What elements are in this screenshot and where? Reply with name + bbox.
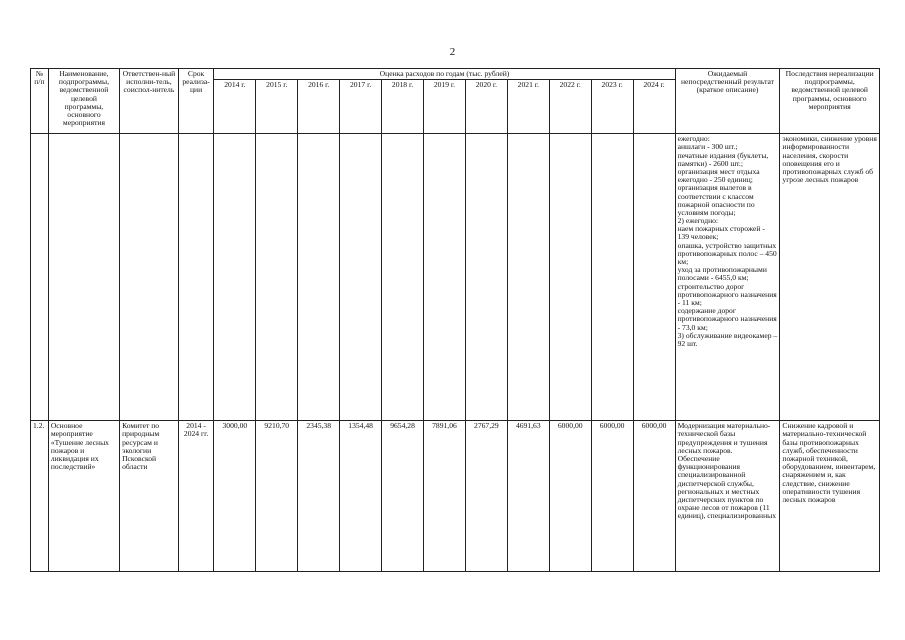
year-header: 2019 г. bbox=[424, 80, 466, 134]
header-num: № п/п bbox=[31, 69, 49, 134]
cell-empty bbox=[31, 134, 49, 421]
table-row-continuation bbox=[31, 134, 880, 421]
header-consequences: Последствия нереализации подпрограммы, ведомственной целевой программы, основного мероприятия bbox=[780, 69, 880, 134]
year-header: 2020 г. bbox=[465, 80, 507, 134]
cell-value-2022: 6000,00 bbox=[549, 421, 591, 572]
cell-value-2023: 6000,00 bbox=[591, 421, 633, 572]
cell-empty bbox=[465, 134, 507, 421]
year-header: 2022 г. bbox=[549, 80, 591, 134]
cell-value-2016: 2345,38 bbox=[298, 421, 340, 572]
cell-consequences: Снижение кадровой и материально-технической базы противопожарных служб, обеспеченности пожарной техникой, оборудованием, инвентарем, снаряжением и, как следствие, снижение оперативности тушения лесных пожаров bbox=[780, 421, 880, 572]
expenditure-table bbox=[30, 68, 880, 572]
cell-expected-result: ежегодно: аншлаги - 300 шт.; печатные издания (буклеты, памятки) - 2600 шт.; организация мест отдыха ежегодно - 250 единиц; организация вылетов в соответствии с классом пожарной опасности по условиям погоды; 2) ежегодно: наем пожарных сторожей - 139 человек; опашка, устройство защитных противопожарных полос – 450 км; уход за противопожарными полосами - 6455,0 км; строительство дорог противопожарного назначения - 11 км; содержание дорог противопожарного назначения - 73,0 км; 3) обслуживание видеокамер – 92 шт. bbox=[675, 134, 780, 421]
cell-empty bbox=[298, 134, 340, 421]
cell-value-2014: 3000,00 bbox=[214, 421, 256, 572]
cell-value-2020: 2767,29 bbox=[465, 421, 507, 572]
year-header: 2024 г. bbox=[633, 80, 675, 134]
cell-value-2024: 6000,00 bbox=[633, 421, 675, 572]
cell-value-2017: 1354,48 bbox=[340, 421, 382, 572]
cell-empty bbox=[549, 134, 591, 421]
cell-value-2018: 9654,28 bbox=[382, 421, 424, 572]
header-costs: Оценка расходов по годам (тыс. рублей) bbox=[214, 69, 675, 80]
cell-empty bbox=[214, 134, 256, 421]
cell-period: 2014 - 2024 гг. bbox=[178, 421, 214, 572]
cell-empty bbox=[382, 134, 424, 421]
cell-empty bbox=[633, 134, 675, 421]
cell-consequences: экономики, снижение уровня информированности населения, скорости оповещения его и противопожарных служб об угрозе лесных пожаров bbox=[780, 134, 880, 421]
cell-expected-result: Модернизация материально-технической базы предупреждения и тушения лесных пожаров. Обеспечение функционирования специализированной диспетчерской службы, региональных и местных диспетчерских пунктов по охране лесов от пожаров (11 единиц), специализированных bbox=[675, 421, 780, 572]
year-header: 2017 г. bbox=[340, 80, 382, 134]
year-header: 2015 г. bbox=[256, 80, 298, 134]
cell-empty bbox=[424, 134, 466, 421]
year-header: 2016 г. bbox=[298, 80, 340, 134]
cell-empty bbox=[48, 134, 119, 421]
year-header: 2014 г. bbox=[214, 80, 256, 134]
header-name: Наименование, подпрограммы, ведомственной целевой программы, основного мероприятия bbox=[48, 69, 119, 134]
cell-name: Основное мероприятие «Тушение лесных пожаров и ликвидация их последствий» bbox=[48, 421, 119, 572]
cell-empty bbox=[256, 134, 298, 421]
table-row-1-2 bbox=[31, 421, 880, 572]
year-header: 2018 г. bbox=[382, 80, 424, 134]
cell-empty bbox=[591, 134, 633, 421]
header-responsible: Ответствен-ный исполни-тель, соиспол-нитель bbox=[120, 69, 179, 134]
year-header: 2023 г. bbox=[591, 80, 633, 134]
cell-value-2019: 7891,06 bbox=[424, 421, 466, 572]
cell-empty bbox=[340, 134, 382, 421]
cell-value-2015: 9210,70 bbox=[256, 421, 298, 572]
cell-empty bbox=[178, 134, 214, 421]
cell-value-2021: 4691,63 bbox=[507, 421, 549, 572]
cell-num: 1.2. bbox=[31, 421, 49, 572]
table-header-row bbox=[31, 69, 880, 80]
header-expected: Ожидаемый непосредственный результат (краткое описание) bbox=[675, 69, 780, 134]
year-header: 2021 г. bbox=[507, 80, 549, 134]
page-number: 2 bbox=[449, 46, 456, 58]
cell-responsible: Комитет по природным ресурсам и экологии Псковской области bbox=[120, 421, 179, 572]
header-period: Срок реализа-ции bbox=[178, 69, 214, 134]
cell-empty bbox=[507, 134, 549, 421]
cell-empty bbox=[120, 134, 179, 421]
